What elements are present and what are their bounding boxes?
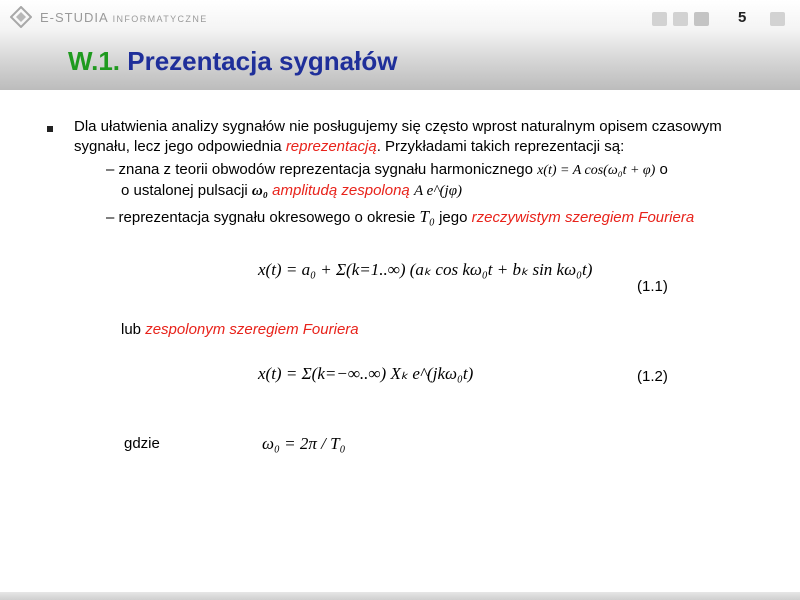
footer-bar (0, 592, 800, 600)
paragraph-line: sygnału, lecz jego odpowiednia reprezentacją. Przykładami takich reprezentacji są: (74, 138, 625, 155)
equation-omega: ω₀ = 2π / T₀ (262, 434, 346, 453)
page-title: W.1. Prezentacja sygnałów (68, 46, 398, 76)
equation-number: (1.2) (637, 368, 668, 385)
equation-number: (1.1) (637, 278, 668, 295)
period-symbol: T₀ (419, 207, 435, 226)
gdzie-label: gdzie (124, 435, 160, 452)
brand-name: E-STUDIA INFORMATYCZNE (40, 9, 208, 25)
omega0-symbol: ω₀ (251, 183, 268, 199)
harmonic-formula: x(t) = A cos(ω₀t + φ) (537, 163, 656, 178)
dash-item-periodic: – reprezentacja sygnału okresowego o okresie T₀ jego rzeczywistym szeregiem Fouriera (106, 207, 695, 226)
equation-fourier-real: x(t) = a₀ + Σ(k=1..∞) (aₖ cos kω₀t + bₖ sin kω₀t) (258, 260, 593, 279)
dash-item-harmonic: – znana z teorii obwodów reprezentacja sygnału harmonicznego x(t) = A cos(ω₀t + φ) o (106, 161, 668, 178)
dash-item-harmonic-cont: o ustalonej pulsacji ω₀ amplitudą zespoloną A e^(jφ) (121, 182, 463, 199)
bullet-icon (47, 126, 53, 132)
equation-fourier-complex: x(t) = Σ(k=−∞..∞) Xₖ e^(jkω₀t) (258, 364, 474, 383)
paragraph-line: Dla ułatwienia analizy sygnałów nie posługujemy się często wprost naturalnym opisem czasowym (74, 118, 722, 135)
page-number: 5 (738, 9, 747, 26)
phasor-formula: A e^(jφ) (413, 183, 463, 199)
lub-line: lub zespolonym szeregiem Fouriera (121, 321, 359, 338)
